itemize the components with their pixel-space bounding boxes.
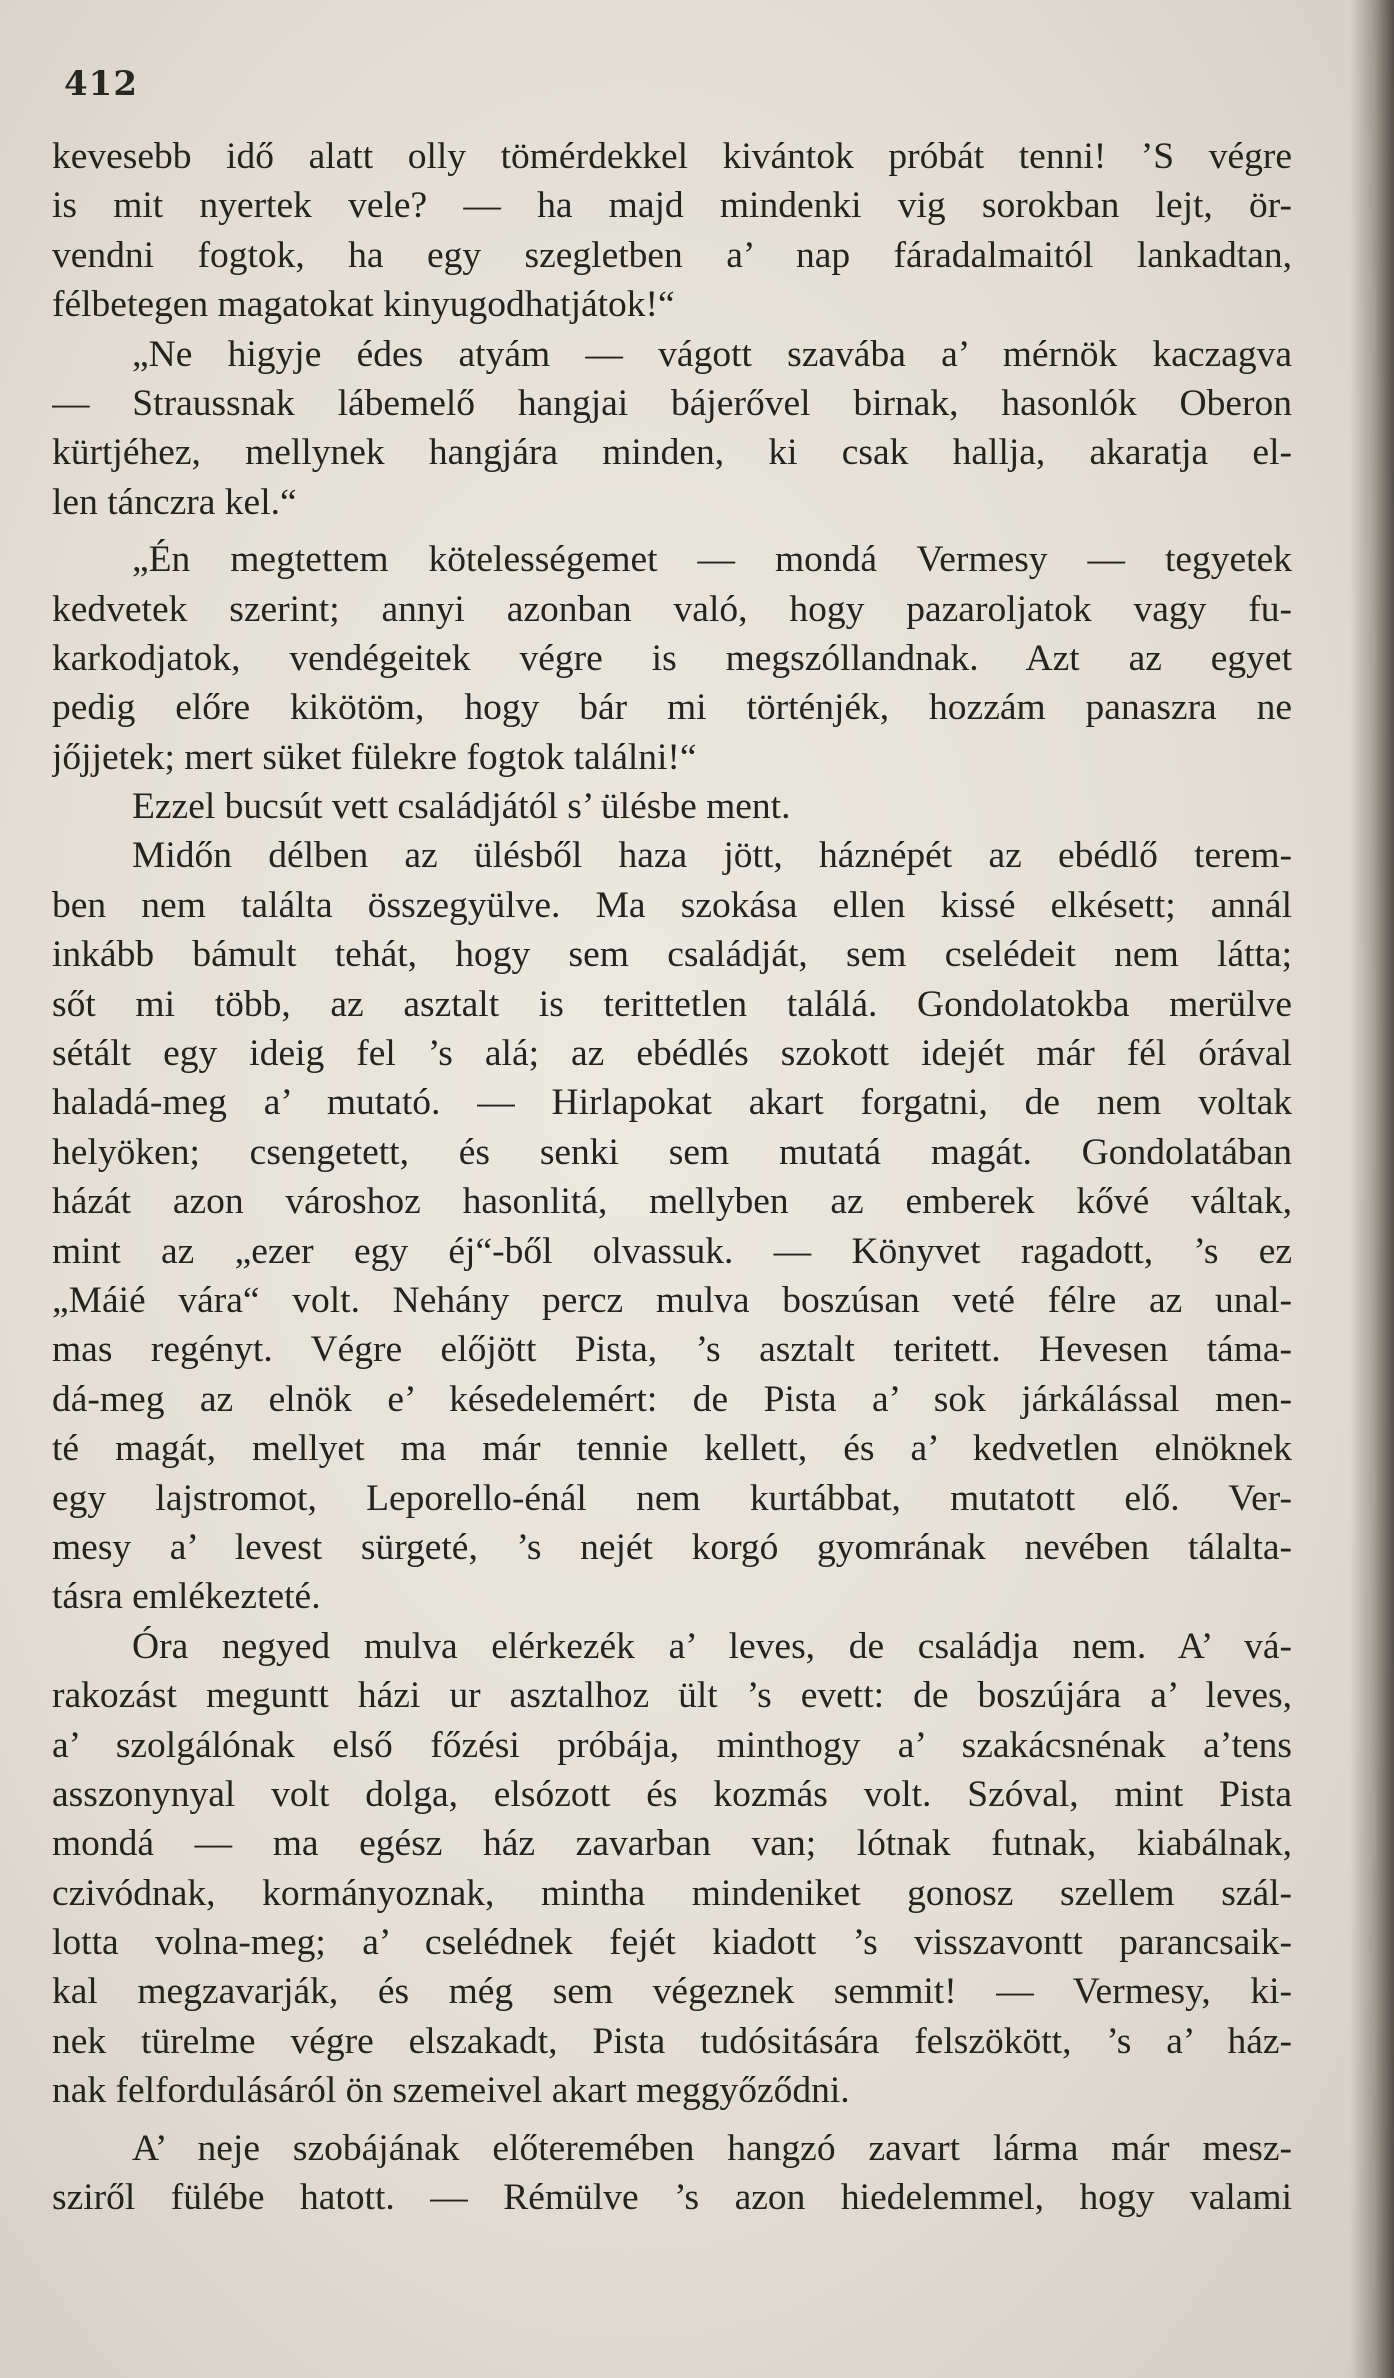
text-line: — Straussnak lábemelő hangjai bájerővel birnak, hasonlók Oberon (52, 382, 1292, 424)
text-line: ben nem találta összegyülve. Ma szokása ellen kissé elkésett; annál (52, 884, 1292, 926)
text-line: karkodjatok, vendégeitek végre is megszóllandnak. Azt az egyet (52, 637, 1292, 679)
text-line: tásra emlékezteté. (52, 1576, 321, 1618)
text-line: egy lajstromot, Leporello-énál nem kurtábbat, mutatott elő. Ver- (52, 1477, 1292, 1519)
text-line: Óra negyed mulva elérkezék a’ leves, de családja nem. A’ vá- (132, 1625, 1292, 1667)
text-line: kevesebb idő alatt olly tömérdekkel kivántok próbát tenni! ’S végre (52, 136, 1292, 177)
text-line: rakozást meguntt házi ur asztalhoz ült ’s evett: de boszújára a’ leves, (52, 1675, 1292, 1717)
text-line: pedig előre kikötöm, hogy bár mi történjék, hozzám panaszra ne (52, 687, 1292, 729)
text-line: kedvetek szerint; annyi azonban való, hogy pazaroljatok vagy fu- (52, 588, 1292, 630)
text-line: jőjjetek; mert süket fülekre fogtok találni!“ (52, 736, 697, 778)
text-line: kürtjéhez, mellynek hangjára minden, ki csak hallja, akaratja el- (52, 432, 1292, 474)
text-line: asszonynyal volt dolga, elsózott és kozmás volt. Szóval, mint Pista (52, 1773, 1292, 1815)
text-line: nek türelme végre elszakadt, Pista tudósitására felszökött, ’s a’ ház- (52, 2020, 1292, 2062)
text-line: dá-meg az elnök e’ késedelemért: de Pista a’ sok járkálással men- (52, 1378, 1292, 1420)
text-line: „Én megtettem kötelességemet — mondá Vermesy — tegyetek (132, 539, 1292, 581)
text-line: Midőn délben az ülésből haza jött, háznépét az ebédlő terem- (132, 835, 1292, 877)
page-number: 412 (64, 64, 138, 104)
text-line: a’ szolgálónak első főzési próbája, minthogy a’ szakácsnénak a’tens (52, 1724, 1292, 1766)
text-line: helyöken; csengetett, és senki sem mutatá magát. Gondolatában (52, 1131, 1292, 1173)
text-line: A’ neje szobájának előteremében hangzó zavart lárma már mesz- (132, 2127, 1292, 2169)
text-line: sziről fülébe hatott. — Rémülve ’s azon hiedelemmel, hogy valami (52, 2177, 1292, 2219)
text-line: mondá — ma egész ház zavarban van; lótnak futnak, kiabálnak, (52, 1823, 1292, 1865)
text-line: vendni fogtok, ha egy szegletben a’ nap fáradalmaitól lankadtan, (52, 234, 1292, 276)
text-line: lotta volna-meg; a’ cselédnek fejét kiadott ’s visszavontt parancsaik- (52, 1922, 1292, 1964)
text-line: sétált egy ideig fel ’s alá; az ebédlés szokott idejét már fél órával (52, 1033, 1292, 1075)
text-line: Ezzel bucsút vett családjától s’ ülésbe ment. (132, 786, 791, 828)
text-line: haladá-meg a’ mutató. — Hirlapokat akart forgatni, de nem voltak (52, 1082, 1292, 1124)
text-line: is mit nyertek vele? — ha majd mindenki vig sorokban lejt, ör- (52, 185, 1292, 227)
text-line: nak felfordulásáról ön szemeivel akart meggyőződni. (52, 2070, 850, 2112)
text-line: „Ne higyje édes atyám — vágott szavába a’ mérnök kaczagva (132, 333, 1292, 375)
text-line: sőt mi több, az asztalt is terittetlen találá. Gondolatokba merülve (52, 983, 1292, 1025)
text-line: inkább bámult tehát, hogy sem családját, sem cselédeit nem látta; (52, 934, 1292, 976)
text-line: czivódnak, kormányoznak, mintha mindeniket gonosz szellem szál- (52, 1872, 1292, 1914)
text-line: té magát, mellyet ma már tennie kellett, és a’ kedvetlen elnöknek (52, 1428, 1292, 1470)
page-edge-shadow (1350, 0, 1394, 2378)
text-line: len tánczra kel.“ (52, 481, 297, 523)
text-line: kal megzavarják, és még sem végeznek semmit! — Vermesy, ki- (52, 1971, 1292, 2013)
body-text (52, 132, 1292, 2222)
text-line: „Máié vára“ volt. Nehány percz mulva boszúsan veté félre az unal- (52, 1279, 1292, 1321)
text-line: mas regényt. Végre előjött Pista, ’s asztalt teritett. Hevesen táma- (52, 1329, 1292, 1371)
text-line: mint az „ezer egy éj“-ből olvassuk. — Könyvet ragadott, ’s ez (52, 1230, 1292, 1272)
text-line: mesy a’ levest sürgeté, ’s nejét korgó gyomrának nevében tálalta- (52, 1526, 1292, 1568)
text-line: félbetegen magatokat kinyugodhatjátok!“ (52, 284, 675, 326)
text-line: házát azon városhoz hasonlitá, mellyben az emberek kővé váltak, (52, 1181, 1292, 1223)
